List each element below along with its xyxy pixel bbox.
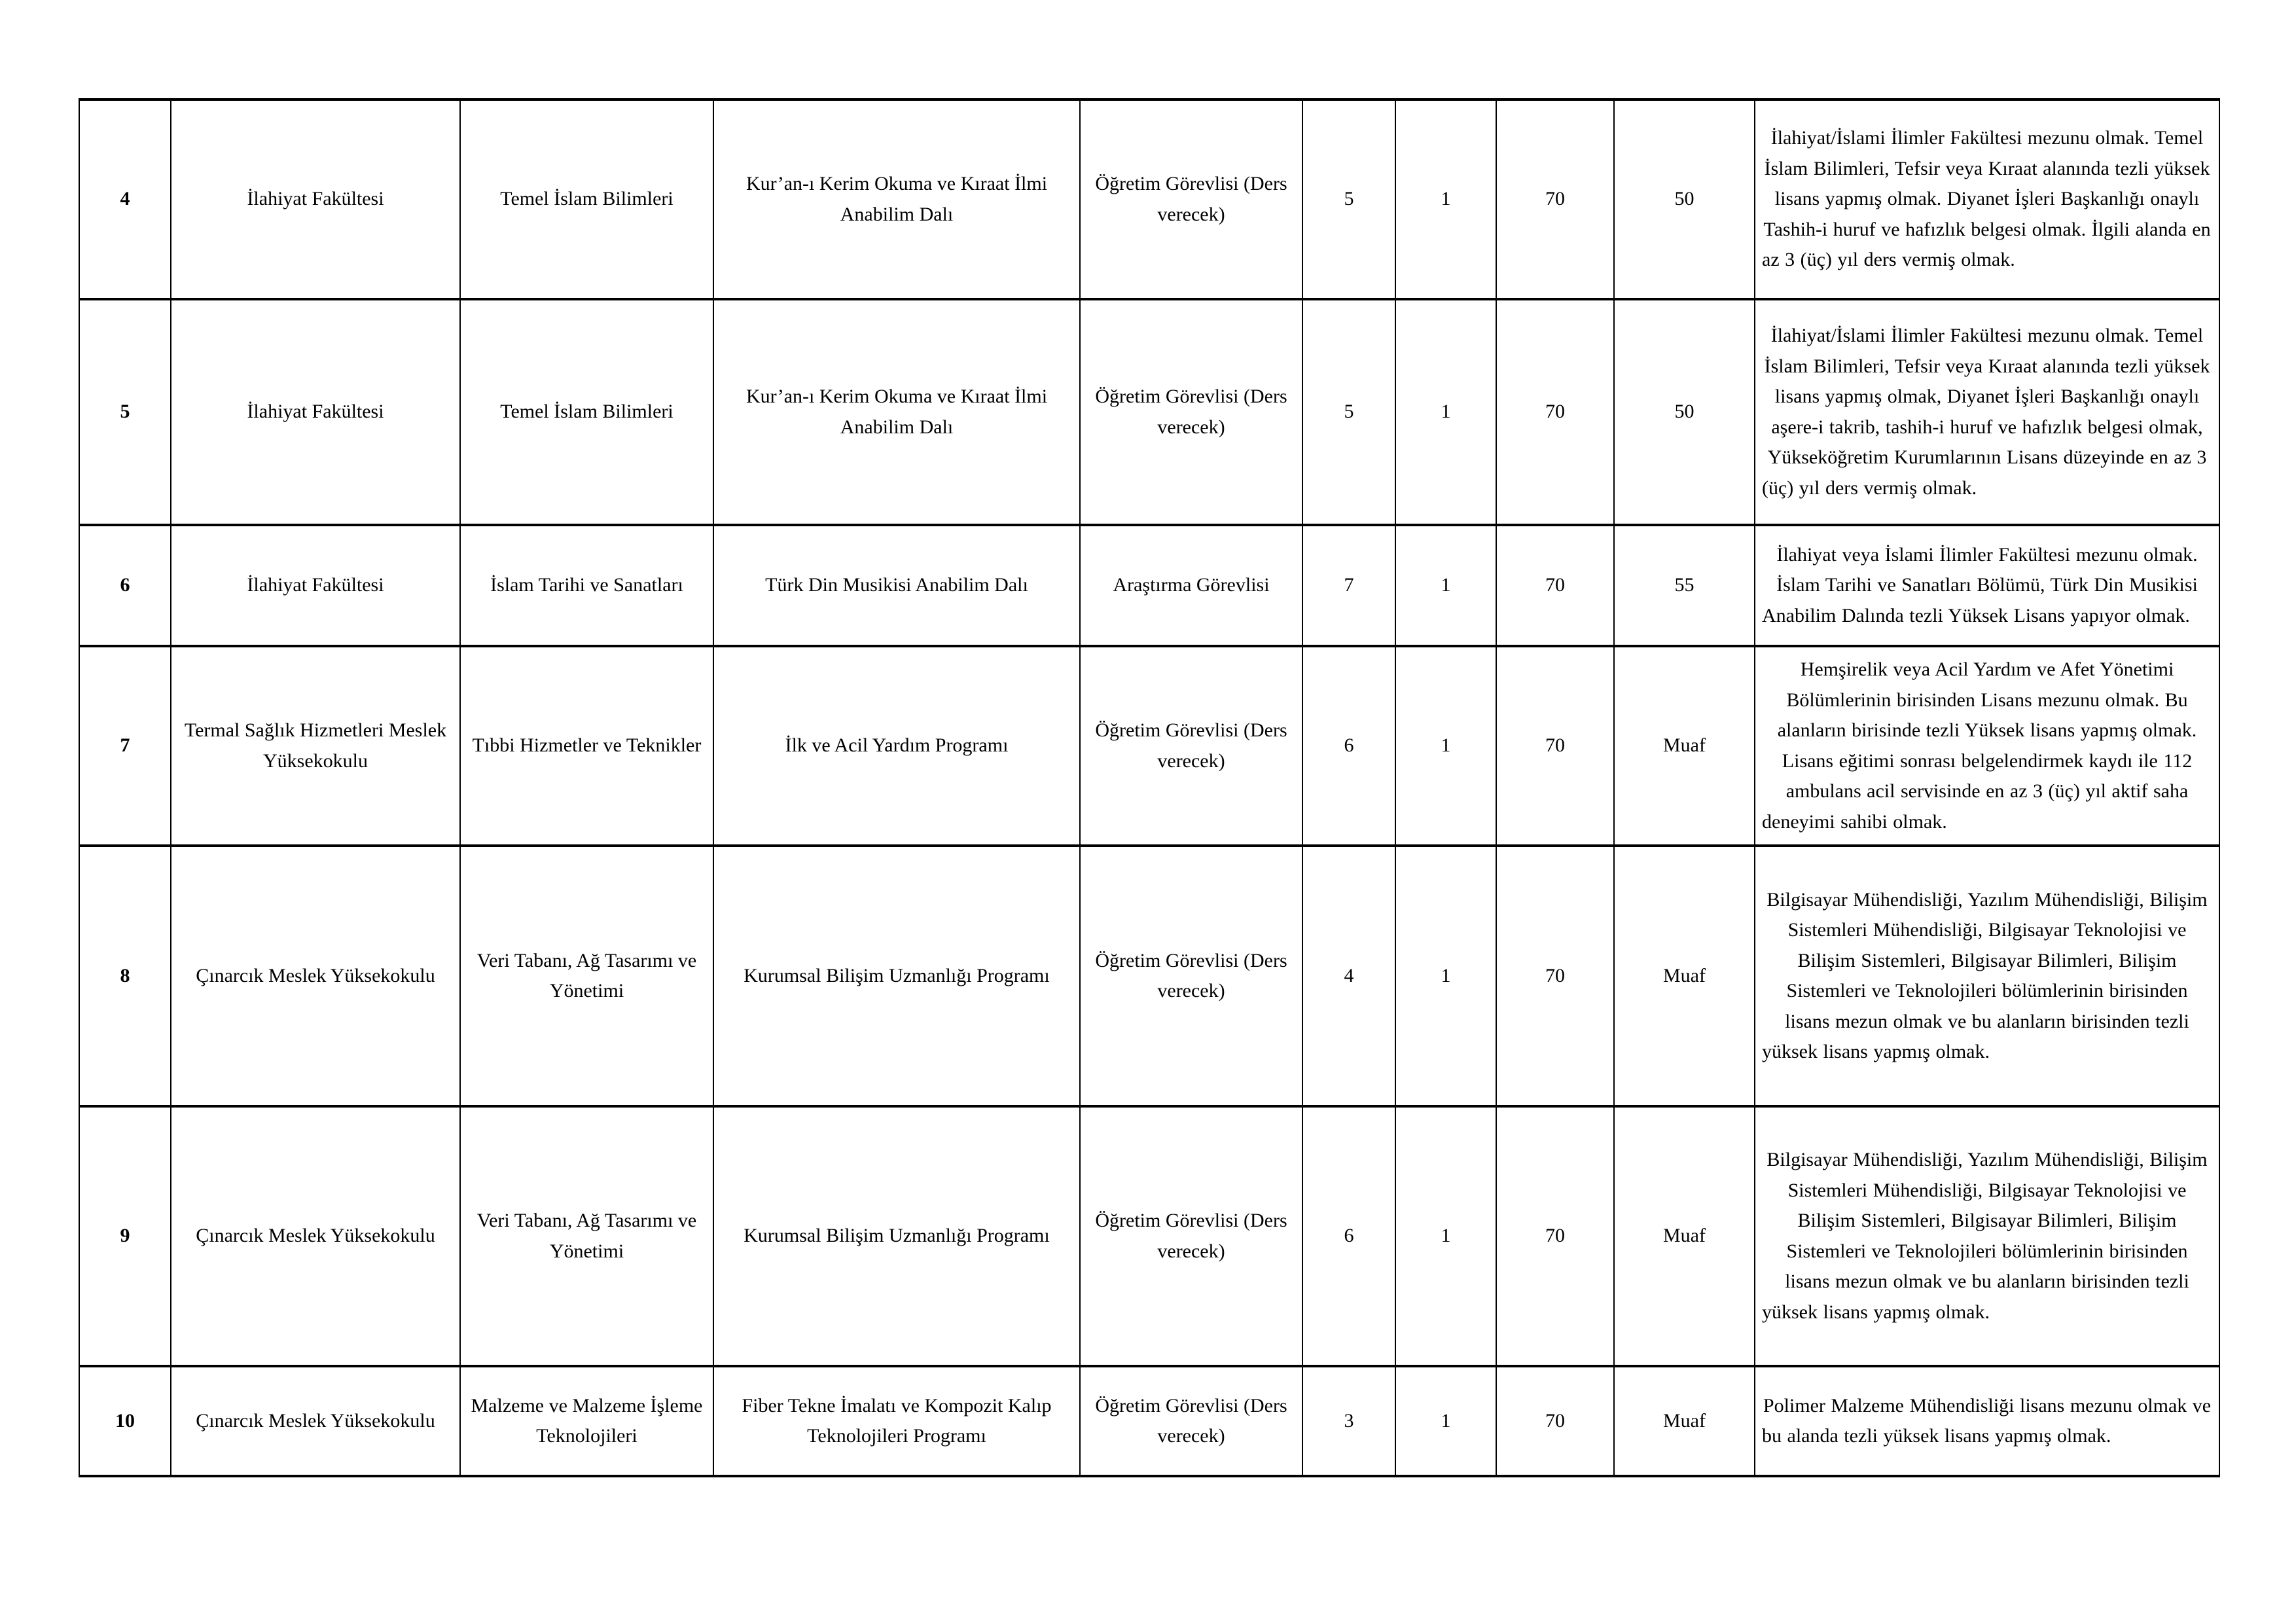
- cell-department: İslam Tarihi ve Sanatları: [460, 525, 713, 646]
- cell-requirements: Polimer Malzeme Mühendisliği lisans mezunu olmak ve bu alanda tezli yüksek lisans yapmış olmak.: [1755, 1366, 2219, 1476]
- cell-language-score: 50: [1614, 299, 1755, 525]
- cell-row-number: 10: [79, 1366, 171, 1476]
- cell-department: Temel İslam Bilimleri: [460, 299, 713, 525]
- cell-ales-score: 70: [1496, 1106, 1614, 1366]
- cell-quota: 3: [1302, 1366, 1395, 1476]
- cell-position-title: Öğretim Görevlisi (Ders verecek): [1080, 646, 1302, 846]
- cell-position-count: 1: [1395, 99, 1496, 299]
- cell-language-score: Muaf: [1614, 1366, 1755, 1476]
- cell-language-score: 55: [1614, 525, 1755, 646]
- cell-program-division: Türk Din Musikisi Anabilim Dalı: [713, 525, 1080, 646]
- cell-row-number: 7: [79, 646, 171, 846]
- cell-requirements: İlahiyat/İslami İlimler Fakültesi mezunu olmak. Temel İslam Bilimleri, Tefsir veya Kıraat alanında tezli yüksek lisans yapmış olmak. Diyanet İşleri Başkanlığı onaylı Tashih-i huruf ve hafızlık belgesi olmak. İlgili alanda en az 3 (üç) yıl ders vermiş olmak.: [1755, 99, 2219, 299]
- cell-quota: 7: [1302, 525, 1395, 646]
- cell-ales-score: 70: [1496, 299, 1614, 525]
- cell-requirements: İlahiyat/İslami İlimler Fakültesi mezunu olmak. Temel İslam Bilimleri, Tefsir veya Kıraat alanında tezli yüksek lisans yapmış olmak, Diyanet İşleri Başkanlığı onaylı aşere-i takrib, tashih-i huruf ve hafızlık belgesi olmak, Yükseköğretim Kurumlarının Lisans düzeyinde en az 3 (üç) yıl ders vermiş olmak.: [1755, 299, 2219, 525]
- cell-quota: 6: [1302, 646, 1395, 846]
- table-row: [79, 299, 2219, 525]
- cell-ales-score: 70: [1496, 846, 1614, 1106]
- cell-position-title: Öğretim Görevlisi (Ders verecek): [1080, 1106, 1302, 1366]
- cell-position-title: Öğretim Görevlisi (Ders verecek): [1080, 299, 1302, 525]
- cell-department: Veri Tabanı, Ağ Tasarımı ve Yönetimi: [460, 846, 713, 1106]
- cell-position-count: 1: [1395, 646, 1496, 846]
- job-postings-table: [79, 98, 2220, 1477]
- cell-position-count: 1: [1395, 1106, 1496, 1366]
- cell-program-division: Fiber Tekne İmalatı ve Kompozit Kalıp Teknolojileri Programı: [713, 1366, 1080, 1476]
- cell-faculty-unit: Çınarcık Meslek Yüksekokulu: [171, 1366, 460, 1476]
- cell-requirements: Bilgisayar Mühendisliği, Yazılım Mühendisliği, Bilişim Sistemleri Mühendisliği, Bilgisayar Teknolojisi ve Bilişim Sistemleri, Bilgisayar Bilimleri, Bilişim Sistemleri ve Teknolojileri bölümlerinin birisinden lisans mezun olmak ve bu alanların birisinden tezli yüksek lisans yapmış olmak.: [1755, 846, 2219, 1106]
- cell-program-division: Kur’an-ı Kerim Okuma ve Kıraat İlmi Anabilim Dalı: [713, 99, 1080, 299]
- cell-language-score: Muaf: [1614, 1106, 1755, 1366]
- table-body: [79, 99, 2219, 1476]
- table-row: [79, 1106, 2219, 1366]
- cell-department: Tıbbi Hizmetler ve Teknikler: [460, 646, 713, 846]
- cell-row-number: 4: [79, 99, 171, 299]
- cell-requirements: İlahiyat veya İslami İlimler Fakültesi mezunu olmak. İslam Tarihi ve Sanatları Bölümü, Türk Din Musikisi Anabilim Dalında tezli Yüksek Lisans yapıyor olmak.: [1755, 525, 2219, 646]
- cell-requirements: Hemşirelik veya Acil Yardım ve Afet Yönetimi Bölümlerinin birisinden Lisans mezunu olmak. Bu alanların birisinde tezli Yüksek lisans yapmış olmak. Lisans eğitimi sonrası belgelendirmek kaydı ile 112 ambulans acil servisinde en az 3 (üç) yıl aktif saha deneyimi sahibi olmak.: [1755, 646, 2219, 846]
- table-row: [79, 846, 2219, 1106]
- table-row: [79, 1366, 2219, 1476]
- cell-faculty-unit: İlahiyat Fakültesi: [171, 525, 460, 646]
- table-row: [79, 646, 2219, 846]
- cell-ales-score: 70: [1496, 99, 1614, 299]
- cell-program-division: Kurumsal Bilişim Uzmanlığı Programı: [713, 846, 1080, 1106]
- cell-requirements: Bilgisayar Mühendisliği, Yazılım Mühendisliği, Bilişim Sistemleri Mühendisliği, Bilgisayar Teknolojisi ve Bilişim Sistemleri, Bilgisayar Bilimleri, Bilişim Sistemleri ve Teknolojileri bölümlerinin birisinden lisans mezun olmak ve bu alanların birisinden tezli yüksek lisans yapmış olmak.: [1755, 1106, 2219, 1366]
- cell-row-number: 5: [79, 299, 171, 525]
- cell-position-title: Öğretim Görevlisi (Ders verecek): [1080, 1366, 1302, 1476]
- cell-quota: 4: [1302, 846, 1395, 1106]
- cell-position-count: 1: [1395, 1366, 1496, 1476]
- cell-faculty-unit: Çınarcık Meslek Yüksekokulu: [171, 1106, 460, 1366]
- cell-position-title: Öğretim Görevlisi (Ders verecek): [1080, 99, 1302, 299]
- cell-position-title: Öğretim Görevlisi (Ders verecek): [1080, 846, 1302, 1106]
- cell-program-division: İlk ve Acil Yardım Programı: [713, 646, 1080, 846]
- cell-department: Malzeme ve Malzeme İşleme Teknolojileri: [460, 1366, 713, 1476]
- cell-quota: 5: [1302, 299, 1395, 525]
- cell-language-score: Muaf: [1614, 646, 1755, 846]
- cell-row-number: 6: [79, 525, 171, 646]
- cell-faculty-unit: Termal Sağlık Hizmetleri Meslek Yüksekokulu: [171, 646, 460, 846]
- cell-department: Veri Tabanı, Ağ Tasarımı ve Yönetimi: [460, 1106, 713, 1366]
- cell-quota: 5: [1302, 99, 1395, 299]
- cell-ales-score: 70: [1496, 646, 1614, 846]
- cell-row-number: 8: [79, 846, 171, 1106]
- cell-faculty-unit: İlahiyat Fakültesi: [171, 299, 460, 525]
- cell-position-title: Araştırma Görevlisi: [1080, 525, 1302, 646]
- cell-position-count: 1: [1395, 525, 1496, 646]
- cell-ales-score: 70: [1496, 525, 1614, 646]
- cell-ales-score: 70: [1496, 1366, 1614, 1476]
- table-row: [79, 525, 2219, 646]
- cell-faculty-unit: Çınarcık Meslek Yüksekokulu: [171, 846, 460, 1106]
- table-row: [79, 99, 2219, 299]
- cell-program-division: Kurumsal Bilişim Uzmanlığı Programı: [713, 1106, 1080, 1366]
- cell-language-score: 50: [1614, 99, 1755, 299]
- cell-department: Temel İslam Bilimleri: [460, 99, 713, 299]
- cell-quota: 6: [1302, 1106, 1395, 1366]
- cell-faculty-unit: İlahiyat Fakültesi: [171, 99, 460, 299]
- cell-program-division: Kur’an-ı Kerim Okuma ve Kıraat İlmi Anabilim Dalı: [713, 299, 1080, 525]
- cell-row-number: 9: [79, 1106, 171, 1366]
- cell-position-count: 1: [1395, 299, 1496, 525]
- cell-language-score: Muaf: [1614, 846, 1755, 1106]
- cell-position-count: 1: [1395, 846, 1496, 1106]
